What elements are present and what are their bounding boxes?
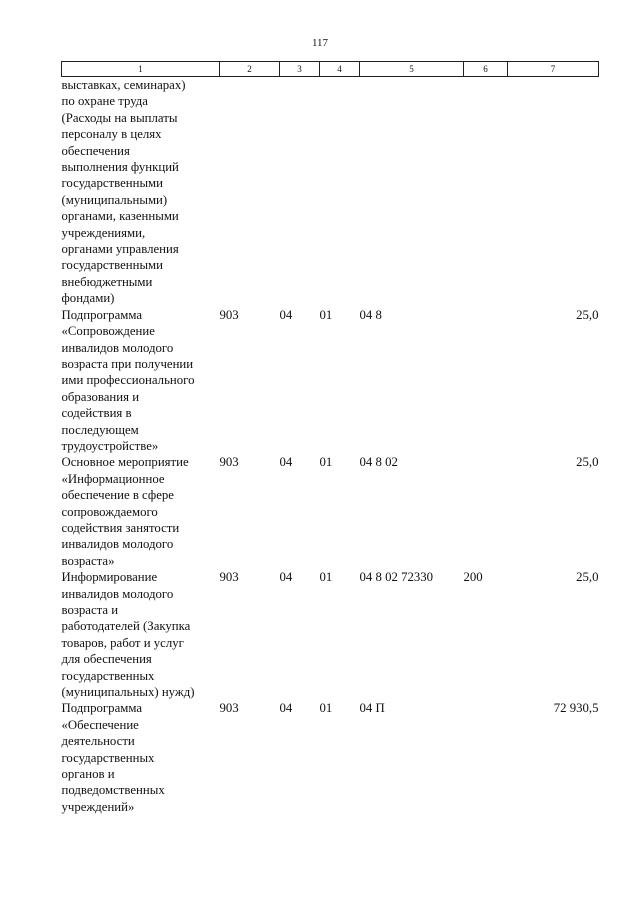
page-number: 117 [311,37,329,49]
row-rz: 04 [279,307,293,322]
row-sum: 72 930,5 [553,701,599,716]
header-col-5: 5 [360,62,464,77]
row-vr [464,77,508,307]
header-col-6: 6 [464,62,508,77]
row-csr: 04 П [359,701,385,716]
row-sum: 25,0 [576,570,599,585]
table-row [62,307,599,455]
row-pr: 01 [319,701,333,716]
row-rz: 04 [279,701,293,716]
row-vr: 200 [463,570,483,585]
row-gr: 903 [219,455,239,470]
header-col-2: 2 [220,62,280,77]
row-sum: 25,0 [576,307,599,322]
table-row [62,454,599,569]
header-col-7: 7 [508,62,599,77]
table-row [62,77,599,307]
header-row [62,62,599,77]
row-pr: 01 [319,307,333,322]
row-rz [280,77,320,307]
row-gr [220,77,280,307]
row-rz: 04 [279,455,293,470]
row-gr: 903 [219,570,239,585]
row-csr: 04 8 02 72330 [359,570,434,585]
row-name: Основное мероприятие «Информационное обеспечение в сфере сопровождаемого содействия занятости инвалидов молодого возраста» [61,455,189,568]
row-name: выставках, семинарах) по охране труда (Расходы на выплаты персоналу в целях обеспечения выполнения функций государственными (муниципальными) органами, казенными учреждениями, органами управления государственными внебюджетными фондами) [61,78,186,306]
row-vr [464,307,508,455]
row-sum [508,77,599,307]
table-row [62,700,599,815]
budget-table [61,61,599,815]
row-csr: 04 8 [359,307,382,322]
row-pr: 01 [319,570,333,585]
header-col-1: 1 [62,62,220,77]
row-sum: 25,0 [576,455,599,470]
row-name: Подпрограмма «Сопровождение инвалидов молодого возраста при получении ими профессионального образования и содействия в последующем трудоустройстве» [61,307,195,453]
row-vr [464,700,508,815]
row-name: Информирование инвалидов молодого возраста и работодателей (Закупка товаров, работ и услуг для обеспечения государственных (муниципальных) нужд) [61,570,195,700]
row-csr: 04 8 02 [359,455,398,470]
row-rz: 04 [279,570,293,585]
header-col-4: 4 [320,62,360,77]
row-pr [320,77,360,307]
row-name: Подпрограмма «Обеспечение деятельности государственных органов и подведомственных учреждений» [61,701,165,814]
row-pr: 01 [319,455,333,470]
row-gr: 903 [219,307,239,322]
row-gr: 903 [219,701,239,716]
table-row [62,569,599,700]
header-col-3: 3 [280,62,320,77]
row-vr [464,454,508,569]
row-csr [360,77,464,307]
